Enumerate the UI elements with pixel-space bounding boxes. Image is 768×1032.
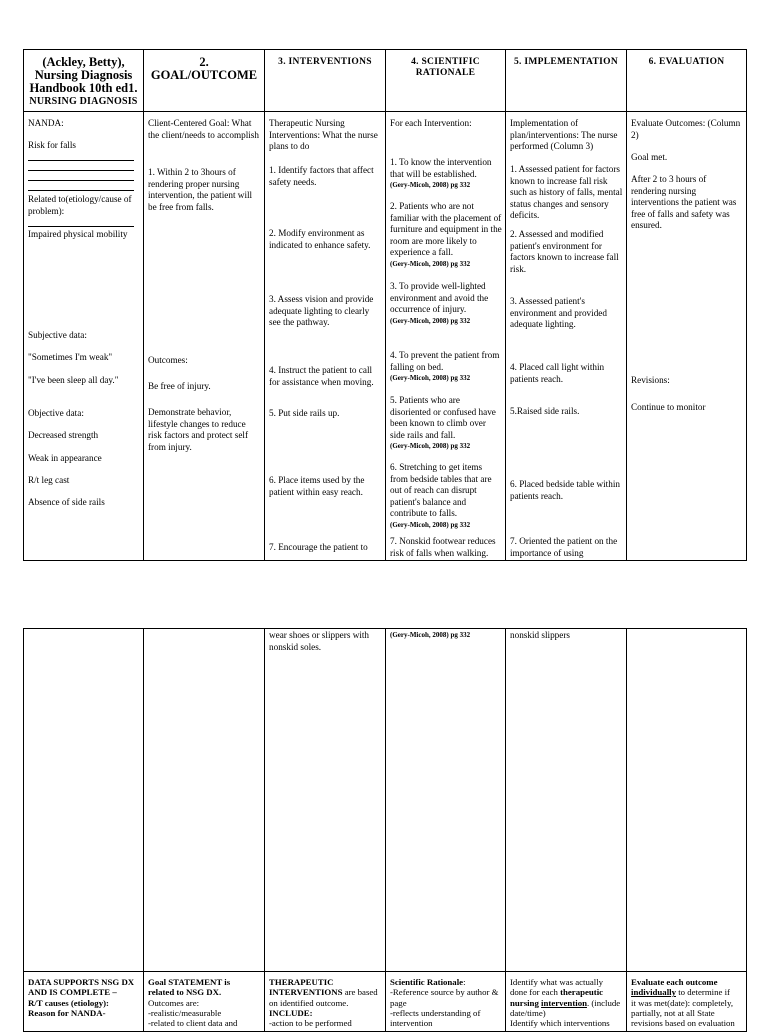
rationale-item xyxy=(390,201,502,270)
subjective-quote-1: "Sometimes I'm weak" xyxy=(28,352,113,362)
guidance-text: R/T causes (etiology): xyxy=(28,997,109,1008)
goal-intro: Client-Centered Goal: What the client/needs to accomplish xyxy=(148,118,259,140)
guidance-text: revisions based on evaluation xyxy=(631,1018,735,1029)
header-nursing-diagnosis xyxy=(24,50,144,112)
interventions-intro: Therapeutic Nursing Interventions: What the nurse plans to do xyxy=(269,118,378,151)
intervention-item: 1. Identify factors that affect safety needs. xyxy=(269,165,374,187)
header-col1-line4: NURSING DIAGNOSIS xyxy=(29,96,138,107)
guidance-text: it was met(date): completely, xyxy=(631,997,734,1008)
implementation-item-cont: nonskid slippers xyxy=(510,630,570,640)
blank-line xyxy=(28,226,134,227)
outcomes-label: Outcomes: xyxy=(148,355,188,365)
guidance-text: -Reference source by author & page xyxy=(390,987,499,1008)
guidance-evaluation xyxy=(627,972,747,1032)
implementation-item: 3. Assessed patient's environment and provided adequate lighting. xyxy=(510,296,607,329)
header-col6: 6. EVALUATION xyxy=(648,57,725,67)
implementation-item: 6. Placed bedside table within patients reach. xyxy=(510,479,620,501)
header-col4-line1: 4. SCIENTIFIC xyxy=(411,57,480,67)
guidance-text: intervention xyxy=(541,997,587,1008)
rationale-intro: For each Intervention: xyxy=(390,118,472,128)
implementation-cell-cont xyxy=(506,629,627,972)
goal-cell xyxy=(144,112,265,561)
guidance-text: -action to be performed xyxy=(269,1018,352,1029)
interventions-cell-cont xyxy=(265,629,386,972)
blank-line xyxy=(28,160,134,161)
objective-label: Objective data: xyxy=(28,408,84,418)
header-col5: 5. IMPLEMENTATION xyxy=(514,57,618,67)
header-implementation xyxy=(506,50,627,112)
blank-line xyxy=(28,190,134,191)
guidance-text: Identify what was actually xyxy=(510,977,604,987)
evaluation-intro: Evaluate Outcomes: (Column 2) xyxy=(631,118,741,140)
citation: (Gery-Micoh, 2008) pg 332 xyxy=(390,631,471,639)
implementation-item: 7. Oriented the patient on the importance of using xyxy=(510,536,618,558)
rationale-text: 3. To provide well-lighted environment and avoid the occurrence of injury. xyxy=(390,281,489,314)
impaired-mobility: Impaired physical mobility xyxy=(28,229,128,239)
guidance-text: DATA SUPPORTS NSG DX xyxy=(28,977,135,987)
intervention-item: 7. Encourage the patient to xyxy=(269,542,368,552)
intervention-item: 3. Assess vision and provide adequate lighting to clearly see the pathway. xyxy=(269,294,374,327)
header-col4-line2: RATIONALE xyxy=(415,68,476,78)
guidance-text: are based xyxy=(342,987,378,998)
guidance-goal xyxy=(144,972,265,1032)
intervention-item: 4. Instruct the patient to call for assistance when moving. xyxy=(269,365,374,387)
implementation-intro: Implementation of plan/interventions: The nurse performed (Column 3) xyxy=(510,118,618,151)
revisions-label: Revisions: xyxy=(631,375,670,385)
intervention-item: 6. Place items used by the patient within easy reach. xyxy=(269,475,365,497)
header-col2-num: 2. xyxy=(199,55,209,69)
intervention-item-cont: wear shoes or slippers with nonskid soles. xyxy=(269,630,370,652)
guidance-text: . (include xyxy=(586,997,621,1008)
guidance-text: -related to client data and xyxy=(148,1018,238,1029)
evaluation-cell-cont xyxy=(627,629,747,972)
guidance-text: THERAPEUTIC xyxy=(269,977,334,987)
implementation-item: 4. Placed call light within patients reach. xyxy=(510,362,605,384)
implementation-cell xyxy=(506,112,627,561)
implementation-item: 1. Assessed patient for factors known to increase fall risk such as history of falls, mental status changes and sensory deficits. xyxy=(510,164,623,220)
header-interventions xyxy=(265,50,386,112)
rationale-item xyxy=(390,462,502,531)
citation: (Gery-Micoh, 2008) pg 332 xyxy=(390,181,471,189)
guidance-text: INTERVENTIONS xyxy=(269,987,343,998)
guidance-text: therapeutic xyxy=(560,987,604,998)
objective-item: Decreased strength xyxy=(28,430,99,440)
guidance-text: Identify which interventions xyxy=(510,1018,610,1029)
rationale-text: 2. Patients who are not familiar with the placement of furniture and equipment in the room are more likely to experience a fall. xyxy=(390,201,502,257)
guidance-text: done for each xyxy=(510,987,561,998)
guidance-text: intervention xyxy=(390,1018,433,1029)
objective-item: R/t leg cast xyxy=(28,475,70,485)
guidance-text: Scientific Rationale xyxy=(390,977,464,987)
citation: (Gery-Micoh, 2008) pg 332 xyxy=(390,520,471,529)
guidance-text: Reason for NANDA- xyxy=(28,1007,106,1018)
guidance-text: nursing xyxy=(510,997,542,1008)
interventions-cell xyxy=(265,112,386,561)
care-plan-table-page1 xyxy=(23,49,747,561)
guidance-text: to determine if xyxy=(676,987,730,998)
implementation-item: 2. Assessed and modified patient's environment for factors known to increase fall risk. xyxy=(510,229,619,274)
guidance-text: date/time) xyxy=(510,1007,546,1018)
rationale-cell-cont xyxy=(386,629,506,972)
guidance-interventions xyxy=(265,972,386,1032)
guidance-text: Goal STATEMENT is xyxy=(148,977,231,987)
evaluation-cell xyxy=(627,112,747,561)
rationale-cell xyxy=(386,112,506,561)
rationale-item xyxy=(390,281,502,327)
header-evaluation xyxy=(627,50,747,112)
guidance-text: Evaluate each outcome xyxy=(631,977,718,987)
guidance-text: Outcomes are: xyxy=(148,997,200,1008)
rationale-text: 7. Nonskid footwear reduces risk of falls when walking. xyxy=(390,536,496,558)
goal-met: Goal met. xyxy=(631,152,668,162)
subjective-quote-2: "I've been sleep all day." xyxy=(28,375,119,385)
guidance-implementation xyxy=(506,972,627,1032)
header-col1-line3: Handbook 10th ed1. xyxy=(29,81,138,95)
rationale-item xyxy=(390,157,502,192)
rationale-text: 4. To prevent the patient from falling on bed. xyxy=(390,350,500,372)
header-col1-line1: (Ackley, Betty), xyxy=(42,55,125,69)
citation: (Gery-Micoh, 2008) pg 332 xyxy=(390,259,471,268)
guidance-diagnosis xyxy=(24,972,144,1032)
evaluation-result: After 2 to 3 hours of rendering nursing interventions the patient was free of falls and safety was ensured. xyxy=(631,174,737,230)
guidance-table xyxy=(23,971,747,1032)
objective-item: Weak in appearance xyxy=(28,453,102,463)
blank-line xyxy=(28,170,134,171)
guidance-rationale xyxy=(386,972,506,1032)
objective-item: Absence of side rails xyxy=(28,497,105,507)
guidance-text: -reflects understanding of xyxy=(390,1007,481,1018)
implementation-item: 5.Raised side rails. xyxy=(510,406,580,416)
risk-for-falls: Risk for falls xyxy=(28,140,76,150)
goal-cell-cont xyxy=(144,629,265,972)
header-col1-line2: Nursing Diagnosis xyxy=(34,68,133,82)
guidance-text: -realistic/measurable xyxy=(148,1007,222,1018)
outcome-item: Demonstrate behavior, lifestyle changes to reduce risk factors and protect self from injury. xyxy=(148,407,249,452)
citation: (Gery-Micoh, 2008) pg 332 xyxy=(390,316,471,325)
guidance-text: INCLUDE: xyxy=(269,1007,313,1018)
guidance-text: partially, not at all State xyxy=(631,1007,715,1018)
header-goal-outcome xyxy=(144,50,265,112)
care-plan-table-page2 xyxy=(23,628,747,972)
header-col2-label: GOAL/OUTCOME xyxy=(150,68,258,82)
goal-statement: 1. Within 2 to 3hours of rendering proper nursing intervention, the patient will be free from falls. xyxy=(148,167,253,212)
rationale-item xyxy=(390,350,502,385)
citation: (Gery-Micoh, 2008) pg 332 xyxy=(390,442,471,450)
revisions-text: Continue to monitor xyxy=(631,402,706,412)
diagnosis-cell-cont xyxy=(24,629,144,972)
rationale-text: 1. To know the intervention that will be established. xyxy=(390,157,492,179)
rationale-text: 6. Stretching to get items from bedside tables that are out of reach can disrupt patient's balance and contribute to falls. xyxy=(390,462,492,518)
guidance-text: related to NSG DX. xyxy=(148,987,222,998)
guidance-text: : xyxy=(463,977,466,987)
subjective-label: Subjective data: xyxy=(28,330,87,340)
diagnosis-cell xyxy=(24,112,144,561)
outcome-item: Be free of injury. xyxy=(148,381,211,391)
related-to-label: Related to(etiology/cause of problem): xyxy=(28,194,132,216)
rationale-text: 5. Patients who are disoriented or confused have been known to climb over side rails and fall. xyxy=(390,395,496,440)
intervention-item: 2. Modify environment as indicated to enhance safety. xyxy=(269,228,371,250)
header-scientific-rationale xyxy=(386,50,506,112)
guidance-text: on identified outcome. xyxy=(269,997,349,1008)
citation: (Gery-Micoh, 2008) pg 332 xyxy=(390,374,471,382)
intervention-item: 5. Put side rails up. xyxy=(269,408,340,418)
nanda-label: NANDA: xyxy=(28,118,64,128)
rationale-item xyxy=(390,395,502,453)
blank-line xyxy=(28,180,134,181)
guidance-text: AND IS COMPLETE – xyxy=(28,987,117,998)
guidance-text: individually xyxy=(631,987,676,998)
header-col3: 3. INTERVENTIONS xyxy=(278,57,372,67)
